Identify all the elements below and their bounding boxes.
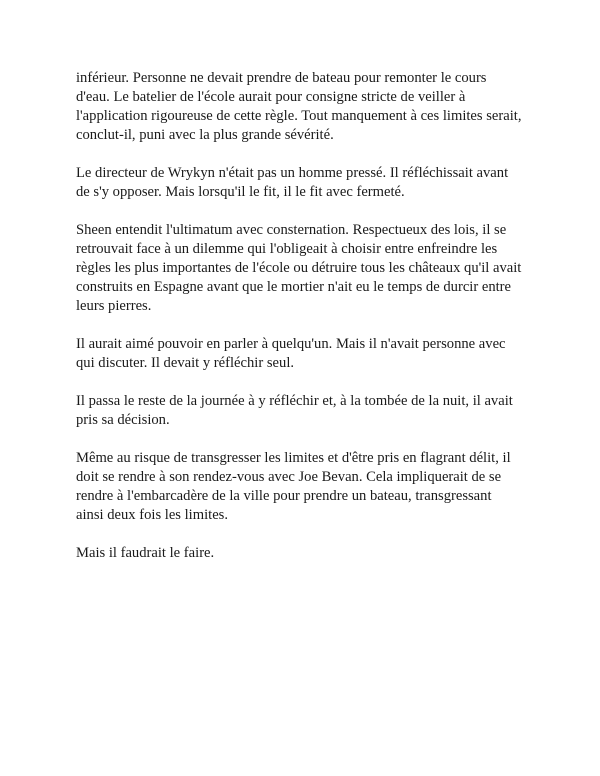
paragraph-line: leurs pierres. xyxy=(76,298,152,314)
paragraph-1 xyxy=(76,69,536,145)
paragraph-line: règles les plus importantes de l'école ou détruire tous les châteaux qu'il avait xyxy=(76,260,522,276)
paragraph-4 xyxy=(76,335,536,373)
paragraph-line: d'eau. Le batelier de l'école aurait pour consigne stricte de veiller à xyxy=(76,89,466,105)
paragraph-line: ainsi deux fois les limites. xyxy=(76,507,229,523)
document-text-body xyxy=(76,69,536,582)
paragraph-line: de s'y opposer. Mais lorsqu'il le fit, il le fit avec fermeté. xyxy=(76,184,405,200)
paragraph-line: retrouvait face à un dilemme qui l'obligeait à choisir entre enfreindre les xyxy=(76,241,498,257)
paragraph-5 xyxy=(76,392,536,430)
paragraph-line: construits en Espagne avant que le mortier n'ait eu le temps de durcir entre xyxy=(76,279,512,295)
paragraph-line: rendre à l'embarcadère de la ville pour prendre un bateau, transgressant xyxy=(76,488,492,504)
paragraph-line: qui discuter. Il devait y réfléchir seul. xyxy=(76,355,295,371)
paragraph-2 xyxy=(76,164,536,202)
paragraph-line: doit se rendre à son rendez-vous avec Joe Bevan. Cela impliquerait de se xyxy=(76,469,502,485)
paragraph-line: l'application rigoureuse de cette règle. Tout manquement à ces limites serait, xyxy=(76,108,522,124)
paragraph-7 xyxy=(76,544,536,563)
paragraph-line: Il aurait aimé pouvoir en parler à quelqu'un. Mais il n'avait personne avec xyxy=(76,336,506,352)
paragraph-line: Même au risque de transgresser les limites et d'être pris en flagrant délit, il xyxy=(76,450,511,466)
paragraph-6 xyxy=(76,449,536,525)
paragraph-line: pris sa décision. xyxy=(76,412,170,428)
paragraph-line: inférieur. Personne ne devait prendre de bateau pour remonter le cours xyxy=(76,70,487,86)
paragraph-3 xyxy=(76,221,536,316)
paragraph-line: Sheen entendit l'ultimatum avec consternation. Respectueux des lois, il se xyxy=(76,222,507,238)
paragraph-line: Il passa le reste de la journée à y réfléchir et, à la tombée de la nuit, il avait xyxy=(76,393,513,409)
paragraph-line: Le directeur de Wrykyn n'était pas un homme pressé. Il réfléchissait avant xyxy=(76,165,509,181)
paragraph-line: Mais il faudrait le faire. xyxy=(76,545,215,561)
paragraph-line: conclut-il, puni avec la plus grande sévérité. xyxy=(76,127,334,143)
